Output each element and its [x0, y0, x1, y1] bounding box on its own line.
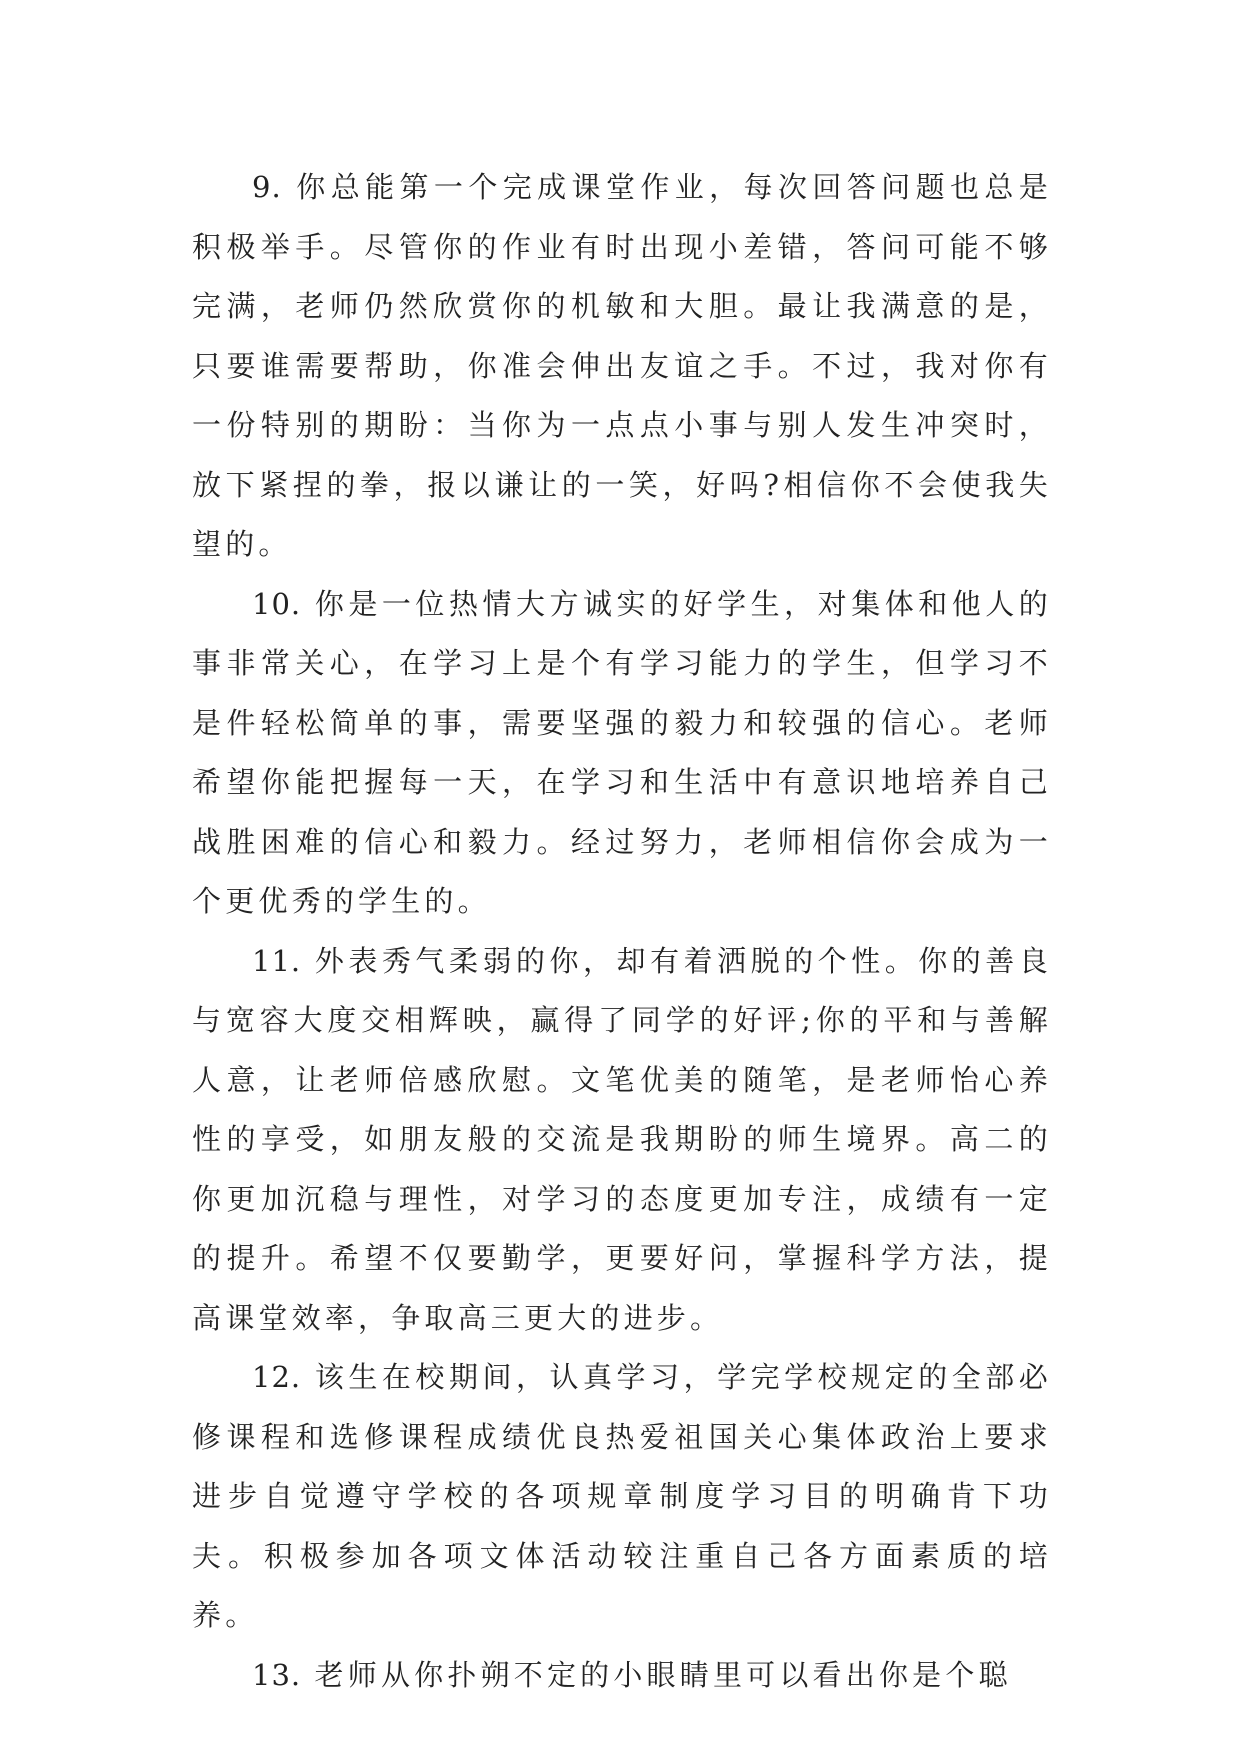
- paragraph-12: [192, 1348, 1052, 1646]
- paragraph-text: 你总能第一个完成课堂作业，每次回答问题也总是积极举手。尽管你的作业有时出现小差错，答问可能不够完满，老师仍然欣赏你的机敏和大胆。最让我满意的是，只要谁需要帮助，你准会伸出友谊之手。不过，我对你有一份特别的期盼：当你为一点点小事与别人发生冲突时，放下紧捏的拳，报以谦让的一笑，好吗?相信你不会使我失望的。: [192, 170, 1052, 561]
- paragraph-text: 外表秀气柔弱的你，却有着洒脱的个性。你的善良与宽容大度交相辉映，赢得了同学的好评;你的平和与善解人意，让老师倍感欣慰。文笔优美的随笔，是老师怡心养性的享受，如朋友般的交流是我期盼的师生境界。高二的你更加沉稳与理性，对学习的态度更加专注，成绩有一定的提升。希望不仅要勤学，更要好问，掌握科学方法，提高课堂效率，争取高三更大的进步。: [192, 943, 1053, 1335]
- paragraph-text: 你是一位热情大方诚实的好学生，对集体和他人的事非常关心，在学习上是个有学习能力的学生，但学习不是件轻松简单的事，需要坚强的毅力和较强的信心。老师希望你能把握每一天，在学习和生活中有意识地培养自己战胜困难的信心和毅力。经过努力，老师相信你会成为一个更优秀的学生的。: [192, 586, 1053, 918]
- paragraph-9: [192, 158, 1052, 575]
- document-body: [192, 158, 1052, 1705]
- paragraph-number: 12.: [252, 1360, 302, 1394]
- paragraph-number: 9.: [252, 170, 282, 204]
- paragraph-11: [192, 932, 1052, 1349]
- paragraph-10: [192, 575, 1052, 932]
- paragraph-13: [192, 1646, 1052, 1706]
- paragraph-number: 10.: [252, 586, 302, 621]
- paragraph-text: 老师从你扑朔不定的小眼睛里可以看出你是个聪: [314, 1657, 1012, 1692]
- paragraph-text: 该生在校期间，认真学习，学完学校规定的全部必修课程和选修课程成绩优良热爱祖国关心集体政治上要求进步自觉遵守学校的各项规章制度学习目的明确肯下功夫。积极参加各项文体活动较注重自己各方面素质的培养。: [192, 1360, 1053, 1632]
- paragraph-number: 11.: [252, 943, 302, 978]
- paragraph-number: 13.: [252, 1657, 302, 1692]
